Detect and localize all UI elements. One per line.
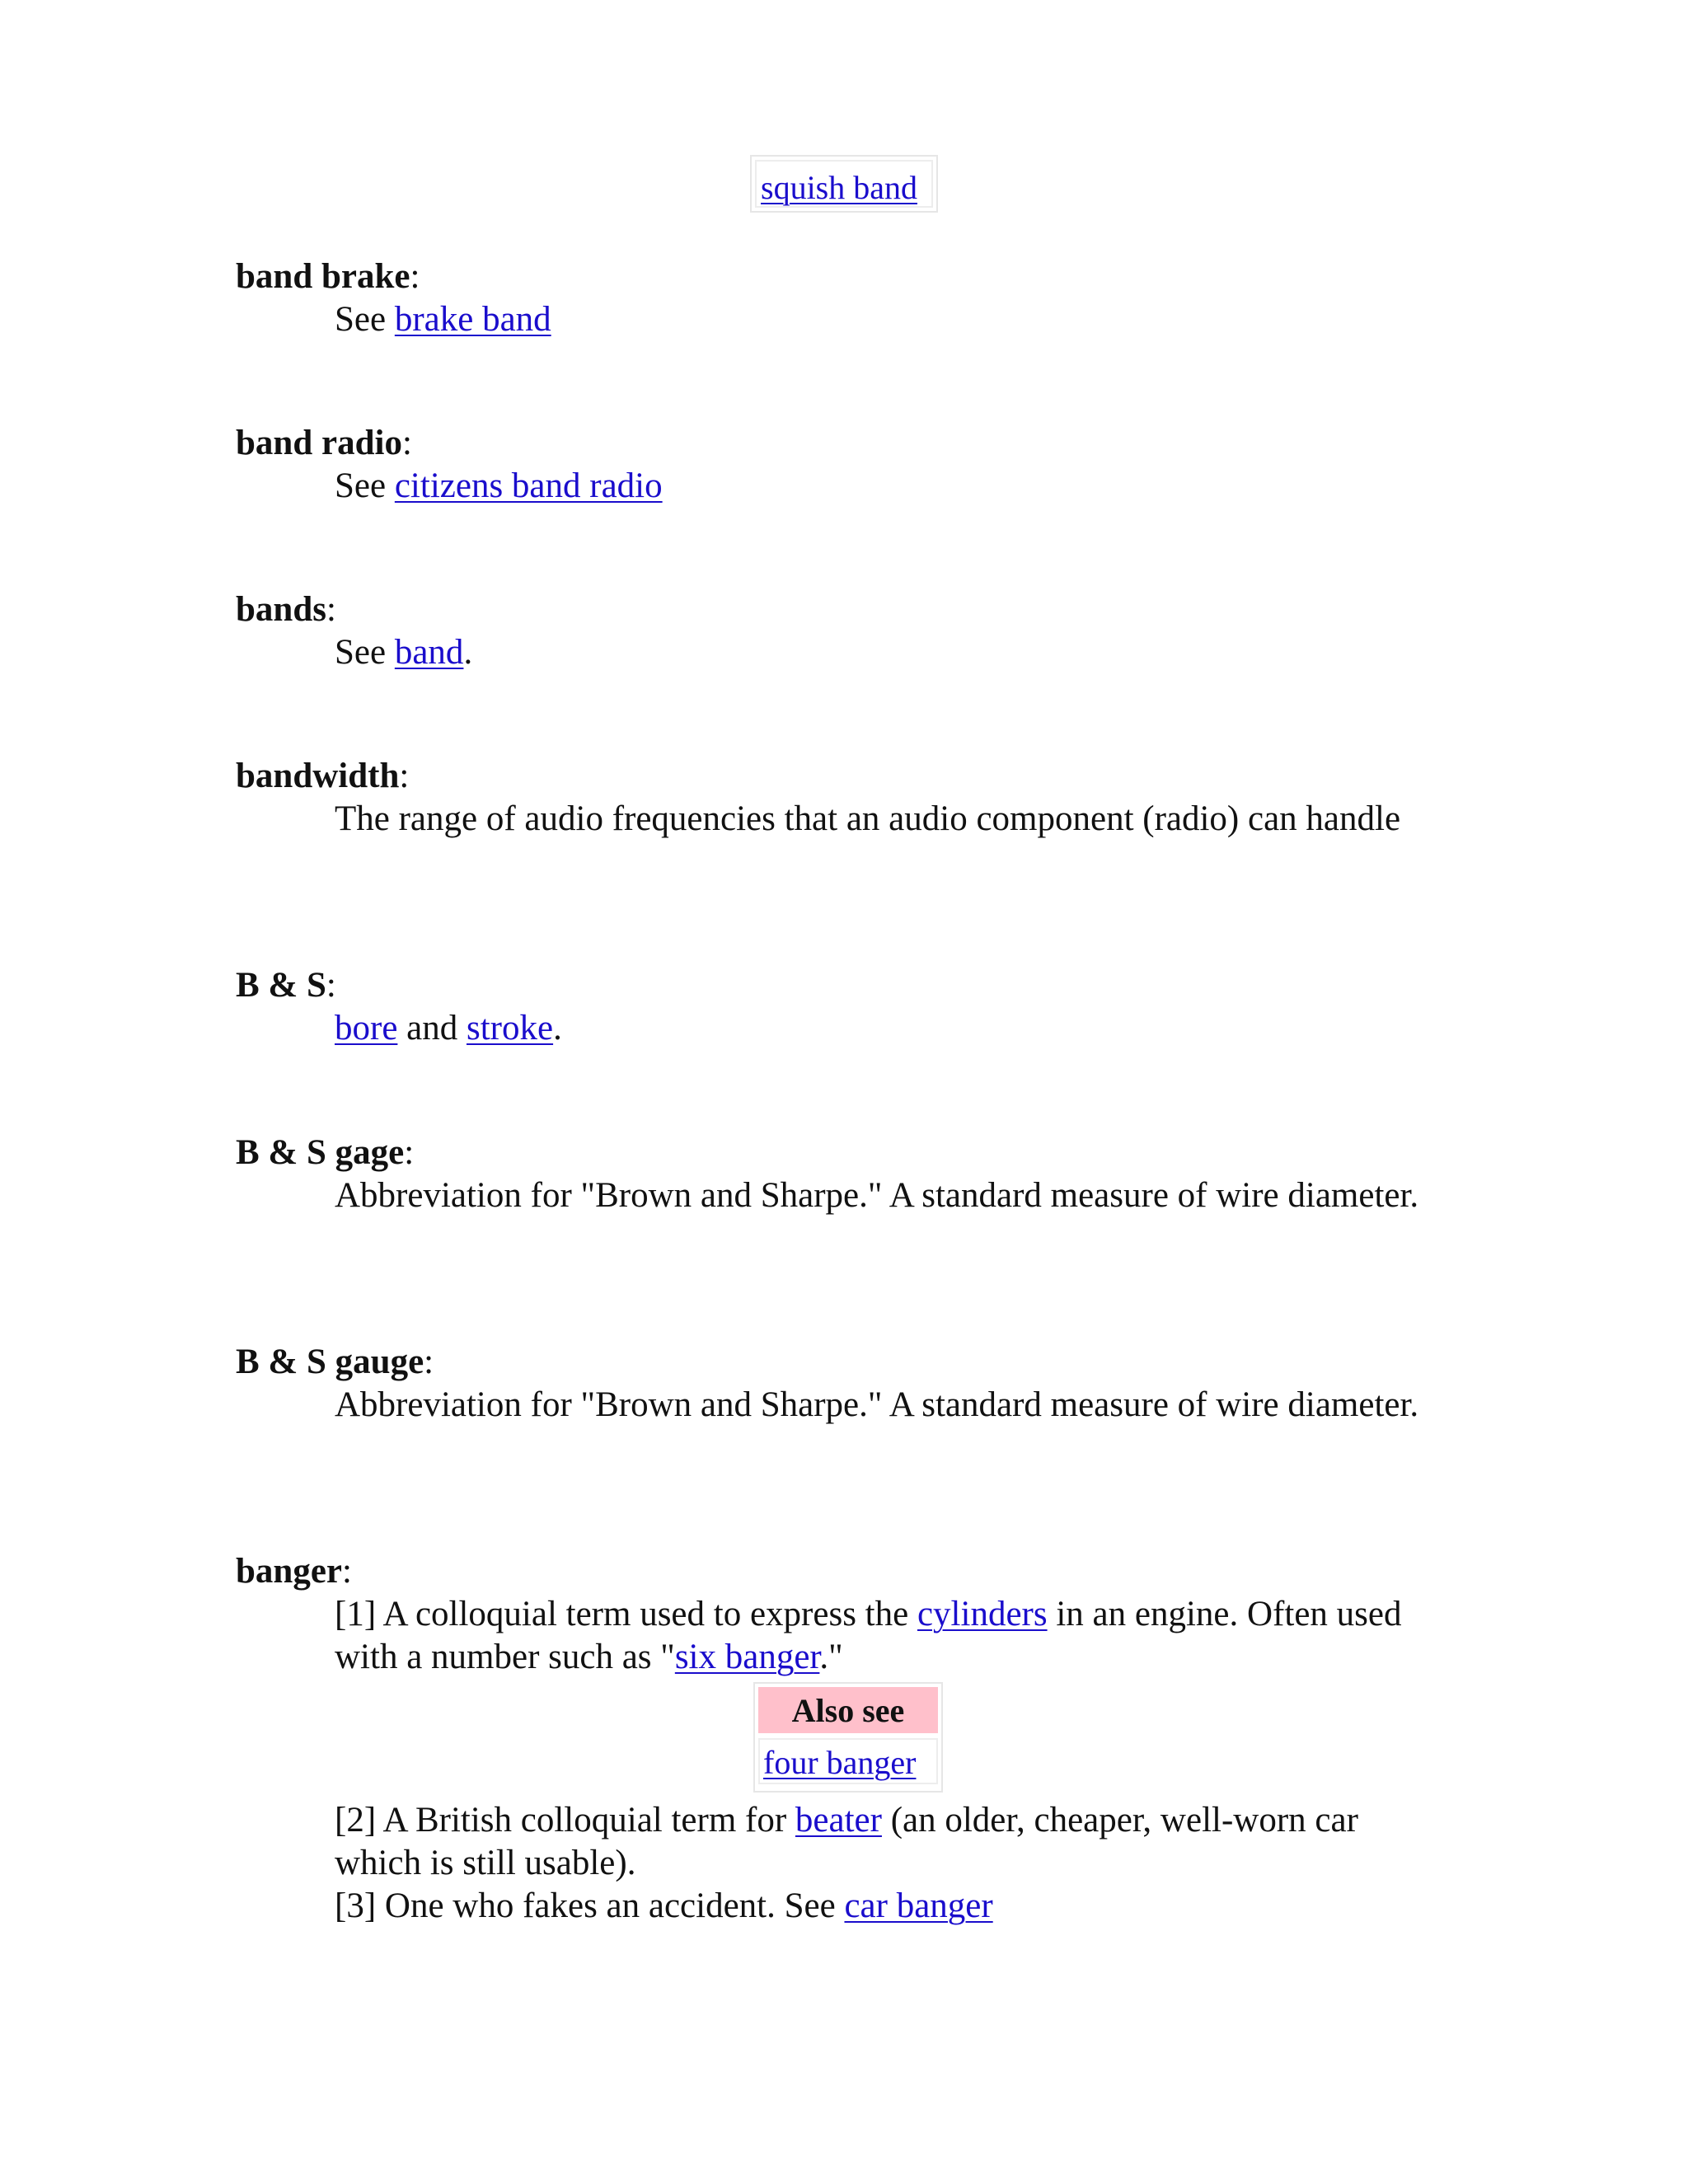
link-car-banger[interactable]: car banger — [844, 1886, 993, 1925]
see-also-cell — [755, 160, 933, 208]
term-colon: : — [326, 590, 336, 629]
term: bands — [236, 590, 326, 629]
definition: Abbreviation for "Brown and Sharpe." A standard measure of wire diameter. — [335, 1385, 1419, 1424]
term: bandwidth — [236, 757, 400, 795]
entry-banger — [236, 1550, 1472, 1928]
definition-text: See — [335, 300, 395, 339]
term-colon: : — [401, 424, 412, 462]
link-squish-band[interactable]: squish band — [761, 169, 917, 206]
definition-1 — [335, 1593, 1443, 1679]
entry-b-and-s-gauge — [236, 1341, 1472, 1427]
definition-text: [2] A British colloquial term for — [335, 1801, 795, 1840]
term: band brake — [236, 257, 410, 296]
term-colon: : — [404, 1133, 415, 1172]
term-colon: : — [326, 966, 336, 1005]
definition-text: and — [397, 1009, 467, 1047]
definition: Abbreviation for "Brown and Sharpe." A standard measure of wire diameter. — [335, 1176, 1419, 1215]
entry-bands — [236, 588, 1472, 674]
term-colon: : — [424, 1343, 434, 1381]
entry-band-radio — [236, 422, 1472, 508]
definition — [335, 465, 1443, 508]
definition-text: . — [463, 633, 473, 672]
definition-text: . — [553, 1009, 562, 1047]
term: band radio — [236, 424, 402, 462]
definition — [335, 631, 1443, 674]
definition-text: [1] A colloquial term used to express the — [335, 1595, 917, 1633]
entry-b-and-s — [236, 964, 1472, 1050]
link-cylinders[interactable]: cylinders — [917, 1595, 1048, 1633]
link-stroke[interactable]: stroke — [467, 1009, 554, 1047]
see-also-table-top — [750, 155, 938, 213]
entry-band-brake — [236, 255, 1472, 341]
definition-text: See — [335, 633, 395, 672]
entry-bandwidth — [236, 755, 1472, 841]
definition-text: See — [335, 466, 395, 505]
definition-text: in an engine. Often used with a number such as " — [335, 1595, 1402, 1676]
link-brake-band[interactable]: brake band — [394, 300, 551, 339]
term-colon: : — [399, 757, 410, 795]
term: B & S gage — [236, 1133, 405, 1172]
term-colon: : — [410, 257, 420, 296]
link-six-banger[interactable]: six banger — [674, 1638, 820, 1676]
also-see-table — [753, 1682, 943, 1793]
definition-2 — [335, 1799, 1443, 1885]
definition-text: ." — [819, 1638, 843, 1676]
definition-text: (an older, cheaper, well-worn car which is still usable). — [335, 1801, 1358, 1882]
also-see-cell — [758, 1738, 938, 1784]
entry-b-and-s-gage — [236, 1132, 1472, 1217]
term: B & S gauge — [236, 1343, 424, 1381]
link-band[interactable]: band — [394, 633, 464, 672]
term: B & S — [236, 966, 326, 1005]
definition-3 — [335, 1885, 1443, 1928]
definition — [335, 1007, 1443, 1050]
definition — [335, 298, 1443, 341]
link-citizens-band-radio[interactable]: citizens band radio — [394, 466, 663, 505]
link-bore[interactable]: bore — [335, 1009, 398, 1047]
definition-text: [3] One who fakes an accident. See — [335, 1886, 845, 1925]
link-beater[interactable]: beater — [795, 1801, 882, 1840]
link-four-banger[interactable]: four banger — [763, 1744, 917, 1781]
definition: The range of audio frequencies that an audio component (radio) can handle — [335, 799, 1401, 838]
term-colon: : — [342, 1552, 352, 1591]
also-see-header: Also see — [758, 1687, 938, 1733]
term: banger — [236, 1552, 342, 1591]
